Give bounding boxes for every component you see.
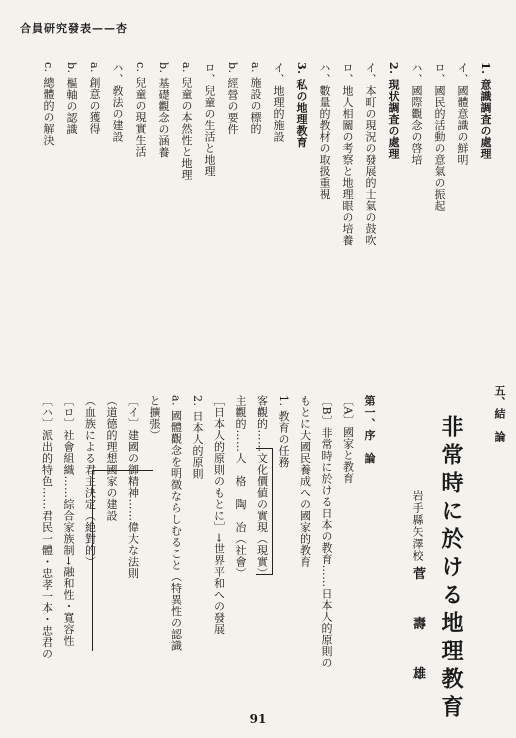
outline-line-14: a. 兒童の本然性と地理 [180, 62, 193, 181]
body-line-2: 〔A〕國家と教育 [341, 395, 355, 484]
outline-line-6: イ、本町の現況の發展的士氣の鼓吹 [364, 62, 377, 246]
body-line-10: a. 國體觀念を明徴ならしむること（特異性の認識 [169, 395, 183, 652]
outline-line-20: c. 總體的の解決 [42, 62, 55, 146]
outline-line-18: a. 創意の獲得 [88, 62, 101, 135]
author-name: 菅 壽 雄 [410, 566, 425, 692]
body-line-15: 〔ロ〕社會組織……綜合家族制→融和性・寬容性 [62, 395, 75, 647]
body-line-6: 客觀的……文化價値の實現（現實） [255, 395, 269, 579]
body-line-4: もとに大國民養成への國家的教育 [298, 395, 312, 568]
outline-line-2: イ、國體意識の鮮明 [456, 62, 469, 166]
running-header: 合員研究發表——杏 [20, 22, 128, 35]
body-line-7: 主觀的……人 格 陶 冶（社會） [234, 395, 247, 579]
outline-line-4: ハ、國際觀念の啓培 [410, 62, 423, 166]
body-line-9: 2. 日本人的原則 [191, 395, 204, 480]
bracket-box-lower [92, 470, 153, 651]
outline-line-17: ハ、敎法の建設 [111, 62, 124, 143]
body-line-16: 〔ハ〕派出的特色……君民一體・忠孝一本・忠君の [40, 395, 54, 660]
body-line-13: （道德的理想國家の建設 [105, 395, 118, 522]
author-block [408, 490, 427, 692]
outline-line-9: 3. 私の地理教育 [295, 62, 308, 148]
outline-line-11: a. 施設の標的 [249, 62, 262, 135]
body-line-12: 〔イ〕建國の御精神……偉大な法則 [126, 395, 140, 579]
body-line-8: ［日本人的原則のもとに］→世界平和への發展 [212, 395, 226, 635]
bracket-box [256, 448, 273, 575]
body-line-3: 〔B〕非常時に於ける日本の教育……日本人的原則の [320, 395, 333, 669]
section-five-label: 五、結 論 [493, 385, 506, 443]
outline-line-8: ハ、數量的教材の取扱重視 [318, 62, 331, 200]
outline-line-1: 1. 意識調査の處理 [479, 62, 492, 160]
body-line-5: 1. 教育の任務 [277, 395, 290, 468]
body-line-14: （血族による君主決定（絶對的） [83, 395, 97, 568]
outline-line-5: 2. 現状調査の處理 [387, 62, 400, 160]
outline-line-12: b. 經營の要件 [226, 62, 239, 136]
author-school: 岩手縣矢澤校 [411, 490, 424, 562]
outline-line-19: b. 樞軸の認識 [65, 62, 78, 136]
outline-line-7: ロ、地人相關の考察と地理眼の培養 [341, 62, 354, 246]
outline-line-16: c. 兒童の現實生活 [134, 62, 147, 158]
article-title: 非常時に於ける地理教育 [438, 415, 464, 723]
page-number: 91 [249, 712, 267, 726]
outline-line-10: イ、地理的施設 [272, 62, 285, 143]
outline-line-3: ロ、國民的活動の意氣の振起 [433, 62, 446, 212]
outline-line-15: b. 基礎觀念の涵養 [157, 62, 170, 159]
body-line-1: 第一、序 論 [363, 395, 376, 464]
body-line-11: と擴張） [148, 395, 161, 441]
outline-line-13: ロ、兒童の生活と地理 [203, 62, 216, 177]
